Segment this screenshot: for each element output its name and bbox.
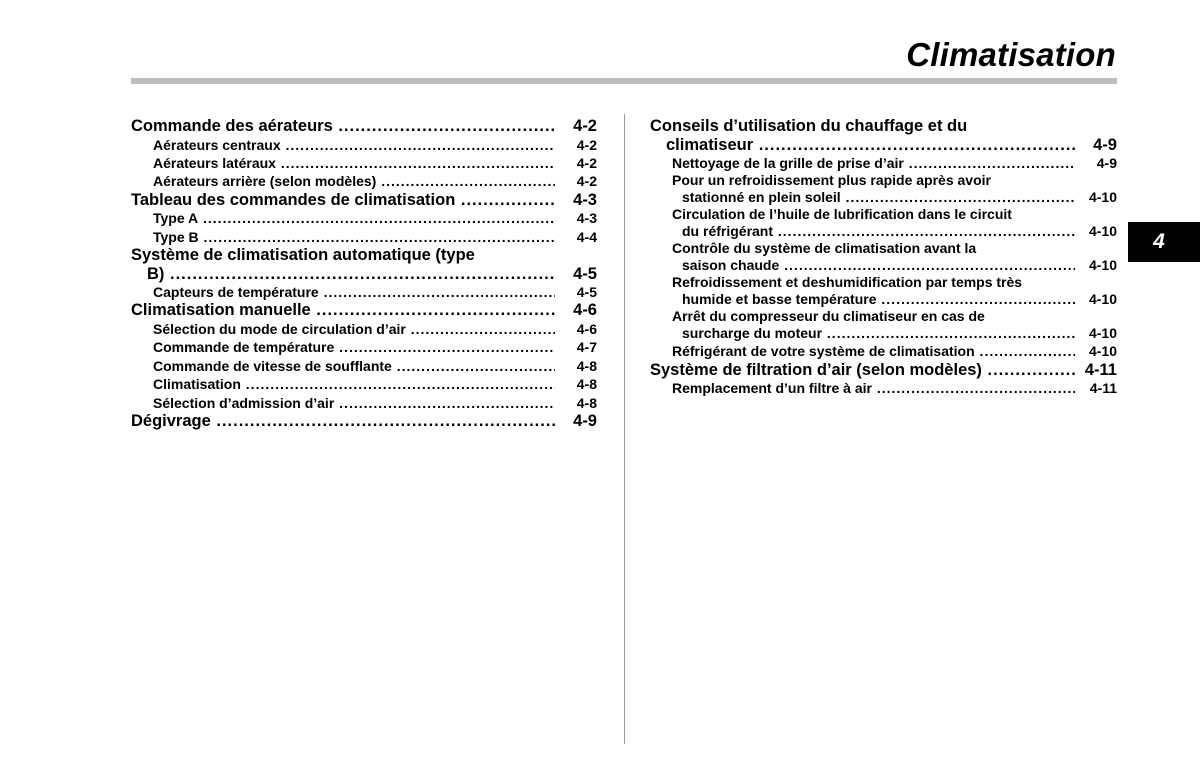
toc-page-number: 4-10 <box>1081 342 1117 360</box>
toc-page-number: 4-8 <box>569 357 597 375</box>
toc-entry-title-line2: du réfrigérant ..... <box>672 223 1075 240</box>
toc-entry-title: Aérateurs latéraux ..... <box>153 154 555 172</box>
toc-subsection-entry[interactable] <box>131 357 597 375</box>
toc-page-number: 4-10 <box>1081 189 1117 206</box>
toc-section-entry[interactable] <box>131 301 597 320</box>
toc-page-number: 4-6 <box>565 301 597 320</box>
toc-page-number: 4-2 <box>569 172 597 190</box>
toc-subsection-entry[interactable] <box>131 136 597 154</box>
toc-section-entry[interactable] <box>650 117 1117 154</box>
toc-entry-title-line2: climatiseur ..... <box>650 136 1075 155</box>
toc-column-right <box>650 117 1117 398</box>
toc-page-number: 4-10 <box>1081 257 1117 274</box>
toc-subsection-entry[interactable] <box>650 172 1117 206</box>
toc-entry-title: Système de filtration d’air (selon modèles) ..... <box>650 361 1075 380</box>
toc-entry-title-line2: humide et basse température ..... <box>672 291 1075 308</box>
toc-subsection-entry[interactable] <box>131 172 597 190</box>
toc-page-number: 4-5 <box>569 283 597 301</box>
toc-entry-title: Aérateurs centraux ..... <box>153 136 555 154</box>
toc-page-number: 4-10 <box>1081 325 1117 342</box>
toc-entry-title: Tableau des commandes de climatisation ..... <box>131 191 555 210</box>
toc-subsection-entry[interactable] <box>131 283 597 301</box>
toc-subsection-entry[interactable] <box>131 320 597 338</box>
toc-entry-title: Commande de vitesse de soufflante ..... <box>153 357 555 375</box>
toc-entry-title: Type A ..... <box>153 209 555 227</box>
chapter-tab <box>1128 222 1200 262</box>
toc-page-number: 4-11 <box>1082 379 1117 397</box>
toc-subsection-entry[interactable] <box>650 154 1117 172</box>
toc-entry-title: Sélection d’admission d’air ..... <box>153 394 555 412</box>
toc-page-number: 4-11 <box>1077 361 1117 380</box>
toc-subsection-entry[interactable] <box>131 338 597 356</box>
toc-page-number: 4-9 <box>565 412 597 431</box>
toc-subsection-entry[interactable] <box>650 379 1117 397</box>
toc-subsection-entry[interactable] <box>131 228 597 246</box>
toc-entry-title: Remplacement d’un filtre à air ..... <box>672 379 1075 397</box>
toc-section-entry[interactable] <box>131 117 597 136</box>
toc-entry-title-line1: Contrôle du système de climatisation avant la <box>672 240 977 257</box>
toc-section-entry[interactable] <box>650 361 1117 380</box>
toc-entry-title-line2: B) ..... <box>131 265 555 284</box>
toc-entry-title-line1: Conseils d’utilisation du chauffage et du <box>650 117 968 135</box>
toc-section-entry[interactable] <box>131 246 597 283</box>
toc-page-number: 4-5 <box>565 265 597 284</box>
chapter-number: 4 <box>1153 230 1165 253</box>
toc-page-number: 4-3 <box>569 209 597 227</box>
toc-entry-title-line1: Circulation de l’huile de lubrification dans le circuit <box>672 206 1012 223</box>
toc-subsection-entry[interactable] <box>650 206 1117 240</box>
toc-entry-title: Aérateurs arrière (selon modèles) ..... <box>153 172 555 190</box>
column-divider <box>624 114 625 744</box>
page-title: Climatisation <box>906 36 1116 73</box>
toc-page-number: 4-10 <box>1081 291 1117 308</box>
toc-subsection-entry[interactable] <box>650 240 1117 274</box>
toc-page-number: 4-9 <box>1085 136 1117 155</box>
toc-subsection-entry[interactable] <box>131 154 597 172</box>
toc-entry-title-line1: Pour un refroidissement plus rapide après avoir <box>672 172 991 189</box>
toc-entry-title: Type B ..... <box>153 228 555 246</box>
toc-entry-title: Nettoyage de la grille de prise d’air ..... <box>672 154 1075 172</box>
toc-entry-title-line2: surcharge du moteur ..... <box>672 325 1075 342</box>
toc-page-number: 4-2 <box>569 136 597 154</box>
toc-entry-title: Capteurs de température ..... <box>153 283 555 301</box>
toc-entry-title: Dégivrage ..... <box>131 412 555 431</box>
toc-entry-title: Commande des aérateurs ..... <box>131 117 555 136</box>
toc-subsection-entry[interactable] <box>650 308 1117 342</box>
toc-entry-title-line1: Système de climatisation automatique (type <box>131 246 475 265</box>
toc-page-number: 4-2 <box>569 154 597 172</box>
toc-entry-title: Commande de température ..... <box>153 338 555 356</box>
header-rule <box>131 78 1117 84</box>
toc-page-number: 4-4 <box>569 228 597 246</box>
toc-page-number: 4-8 <box>569 394 597 412</box>
toc-page-number: 4-8 <box>569 375 597 393</box>
toc-entry-title-line1: Arrêt du compresseur du climatiseur en cas de <box>672 308 985 325</box>
toc-subsection-entry[interactable] <box>131 394 597 412</box>
toc-section-entry[interactable] <box>131 191 597 210</box>
toc-page-number: 4-6 <box>569 320 597 338</box>
toc-section-entry[interactable] <box>131 412 597 431</box>
toc-entry-title: Climatisation manuelle ..... <box>131 301 555 320</box>
toc-column-left <box>131 117 597 430</box>
toc-subsection-entry[interactable] <box>650 274 1117 308</box>
toc-subsection-entry[interactable] <box>131 375 597 393</box>
toc-entry-title: Sélection du mode de circulation d’air ..... <box>153 320 555 338</box>
toc-subsection-entry[interactable] <box>131 209 597 227</box>
toc-entry-title: Réfrigérant de votre système de climatisation ..... <box>672 342 1075 360</box>
toc-entry-title: Climatisation ..... <box>153 375 555 393</box>
toc-entry-title-line1: Refroidissement et deshumidification par temps très <box>672 274 1023 291</box>
toc-entry-title-line2: saison chaude ..... <box>672 257 1075 274</box>
toc-entry-title-line2: stationné en plein soleil ..... <box>672 189 1075 206</box>
toc-page-number: 4-9 <box>1089 154 1117 172</box>
toc-page-number: 4-2 <box>565 117 597 136</box>
toc-page-number: 4-10 <box>1081 223 1117 240</box>
toc-subsection-entry[interactable] <box>650 342 1117 360</box>
toc-page-number: 4-7 <box>569 338 597 356</box>
toc-page-number: 4-3 <box>565 191 597 210</box>
